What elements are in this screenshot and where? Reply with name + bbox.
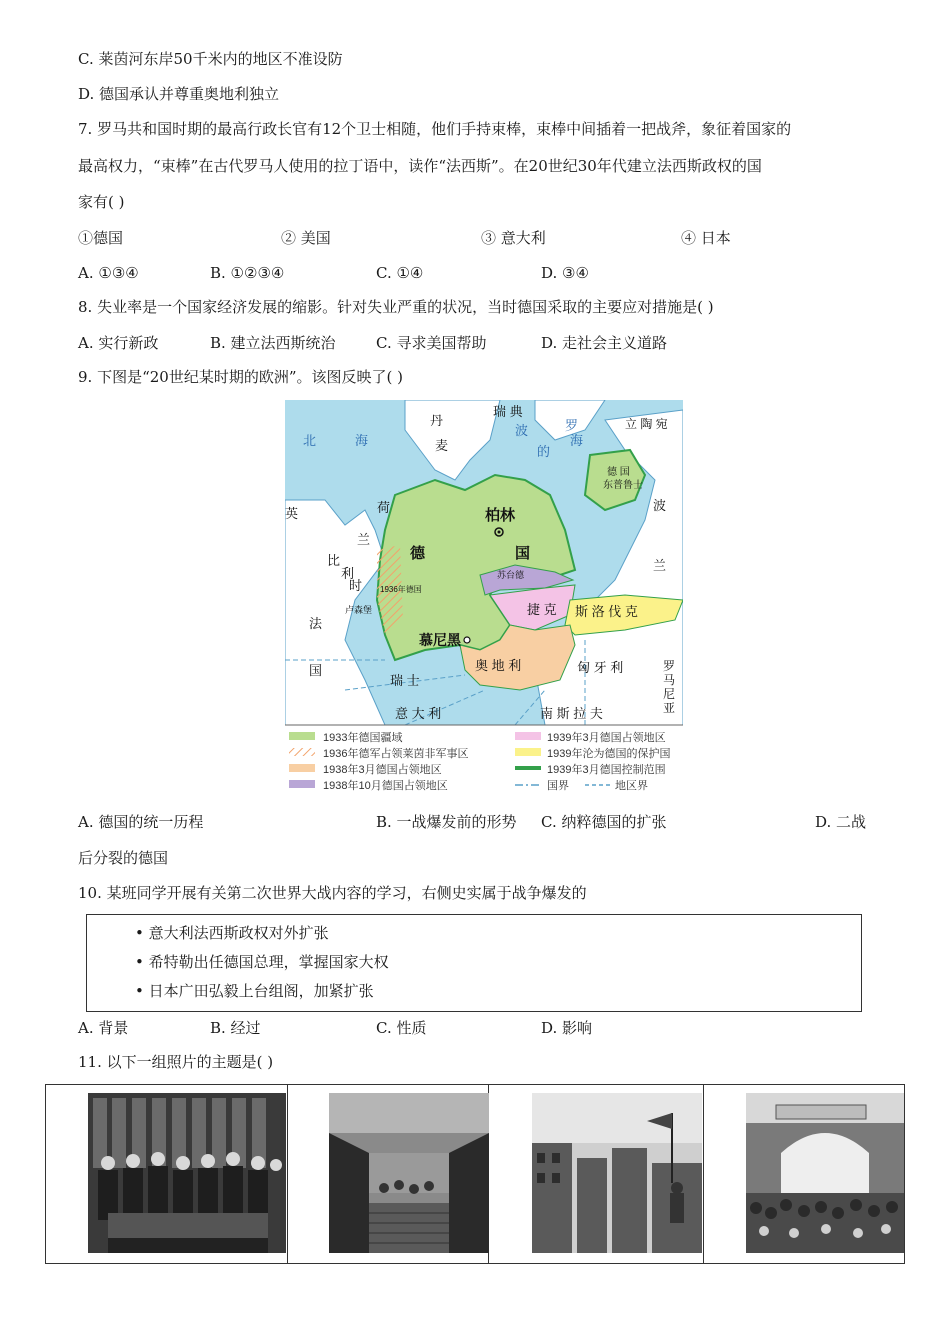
map-label-romania-4: 亚 [663, 701, 676, 715]
map-label-belgium-3: 时 [349, 578, 363, 593]
map-label-austria: 奥 地 利 [475, 658, 522, 673]
map-label-luxembourg: 卢森堡 [345, 605, 373, 615]
legend-label-1: 1933年德国疆域 [323, 732, 403, 744]
q7-option-a[interactable]: A. ①③④ [78, 264, 139, 282]
map-label-north-sea-1: 北 [303, 433, 317, 448]
q10-fact-2: • 希特勒出任德国总理，掌握国家大权 [135, 953, 389, 971]
map-label-yugoslavia: 南 斯 拉 夫 [540, 706, 603, 721]
q9-option-d-continued: 后分裂的德国 [78, 849, 169, 867]
map-label-germany-2: 国 [515, 545, 531, 562]
map-label-baltic-1: 波 [515, 423, 529, 438]
legend-label-5: 1938年3月德国占领地区 [323, 764, 442, 776]
europe-map [285, 400, 683, 798]
legend-label-7: 1938年10月德国占领地区 [323, 780, 448, 792]
legend-swatch-2 [515, 732, 541, 740]
q8-option-c[interactable]: C. 寻求美国帮助 [376, 334, 487, 352]
map-label-munich: 慕尼黑 [419, 632, 461, 648]
map-label-slovakia: 斯 洛 伐 克 [575, 604, 638, 619]
map-label-denmark-2: 麦 [435, 438, 449, 453]
legend-label-3: 1936年德军占领莱茵非军事区 [323, 748, 469, 760]
legend-swatch-6 [515, 766, 541, 770]
map-label-uk: 英 [285, 506, 299, 521]
q7-item-1: ①德国 [78, 229, 124, 247]
legend-swatch-3 [289, 748, 315, 756]
q8-option-a[interactable]: A. 实行新政 [78, 334, 159, 352]
map-label-netherlands-2: 兰 [357, 532, 371, 547]
q7-stem-line1: 7. 罗马共和国时期的最高行政长官有12个卫士相随，他们手持束棒，束棒中间插着一把战斧，象征着国家的 [78, 120, 792, 138]
q11-stem: 11. 以下一组照片的主题是( ) [78, 1053, 274, 1071]
q7-item-2: ② 美国 [281, 229, 331, 247]
photo-cell-divider-3 [703, 1085, 704, 1263]
q10-fact-1: • 意大利法西斯政权对外扩张 [135, 924, 329, 942]
photo-cell-divider-1 [287, 1085, 288, 1263]
q6-option-d: D. 德国承认并尊重奥地利独立 [78, 85, 280, 103]
q7-item-3: ③ 意大利 [481, 229, 546, 247]
legend-swatch-4 [515, 748, 541, 756]
map-label-belgium-2: 利 [341, 566, 355, 581]
q10-fact-3: • 日本广田弘毅上台组阁，加紧扩张 [135, 982, 374, 1000]
q9-option-c[interactable]: C. 纳粹德国的扩张 [541, 813, 667, 831]
map-label-romania-3: 尼 [663, 687, 676, 701]
map-munich-marker [464, 637, 470, 643]
q8-stem: 8. 失业率是一个国家经济发展的缩影。针对失业严重的状况，当时德国采取的主要应对措施是( ) [78, 298, 714, 316]
q10-option-d[interactable]: D. 影响 [541, 1019, 593, 1037]
photo-signing-ceremony [88, 1093, 286, 1253]
map-label-berlin: 柏林 [485, 507, 516, 524]
legend-label-6: 1939年3月德国控制范围 [547, 764, 666, 776]
legend-swatch-7 [289, 780, 315, 788]
q10-stem: 10. 某班同学开展有关第二次世界大战内容的学习，右侧史实属于战争爆发的 [78, 884, 587, 902]
map-label-denmark: 丹 [430, 413, 444, 428]
legend-label-8: 国界 [547, 780, 569, 792]
map-label-east-prussia-1: 德 国 [607, 467, 630, 478]
map-label-poland-2: 兰 [653, 558, 667, 573]
map-label-east-prussia-2: 东普鲁士 [603, 480, 643, 491]
map-label-north-sea-2: 海 [355, 433, 369, 448]
q9-stem: 9. 下图是“20世纪某时期的欧洲”。该图反映了( ) [78, 368, 403, 386]
map-label-poland-1: 波 [653, 498, 667, 513]
q7-item-4: ④ 日本 [681, 229, 731, 247]
map-label-romania-2: 马 [663, 673, 676, 687]
q8-option-b[interactable]: B. 建立法西斯统治 [210, 334, 336, 352]
map-label-sudeten: 苏台德 [497, 570, 525, 580]
legend-label-2: 1939年3月德国占领地区 [547, 732, 666, 744]
photo-ruined-city-flag [532, 1093, 702, 1253]
legend-swatch-1 [289, 732, 315, 740]
map-label-rhineland: 1936年德国 [380, 585, 422, 594]
q7-option-c[interactable]: C. ①④ [376, 264, 424, 282]
legend-label-4: 1939年沦为德国的保护国 [547, 748, 671, 760]
q7-stem-line2: 最高权力，“束棒”在古代罗马人使用的拉丁语中，读作“法西斯”。在20世纪30年代建立法西斯政权的国 [78, 157, 762, 175]
map-label-switzerland: 瑞 士 [390, 673, 420, 688]
photo-landing-craft [329, 1093, 489, 1253]
q10-option-c[interactable]: C. 性质 [376, 1019, 427, 1037]
map-label-baltic-2: 罗 [565, 418, 579, 433]
map-label-italy: 意 大 利 [395, 706, 442, 721]
q10-facts-box [86, 914, 862, 1012]
map-label-baltic-3: 的 [537, 444, 551, 459]
q7-option-b[interactable]: B. ①②③④ [210, 264, 285, 282]
map-label-belgium-1: 比 [327, 553, 341, 568]
map-label-germany-1: 德 [410, 545, 426, 562]
q9-option-d[interactable]: D. 二战 [815, 813, 867, 831]
q7-stem-line3: 家有( ) [78, 193, 125, 211]
map-label-france-1: 法 [309, 616, 323, 631]
q9-option-b[interactable]: B. 一战爆发前的形势 [376, 813, 517, 831]
q11-photo-table [45, 1084, 905, 1264]
q6-option-c: C. 莱茵河东岸50千米内的地区不准设防 [78, 50, 343, 68]
q10-option-a[interactable]: A. 背景 [78, 1019, 129, 1037]
europe-map-svg [285, 400, 683, 798]
map-label-romania-1: 罗 [663, 659, 676, 673]
q8-option-d[interactable]: D. 走社会主义道路 [541, 334, 668, 352]
map-berlin-dot [498, 531, 501, 534]
photo-city-gate-crowd [746, 1093, 904, 1253]
q9-option-a[interactable]: A. 德国的统一历程 [78, 813, 204, 831]
map-label-czech: 捷 克 [527, 602, 557, 617]
legend-swatch-5 [289, 764, 315, 772]
map-label-france-2: 国 [309, 663, 323, 678]
legend-label-9: 地区界 [615, 780, 648, 792]
q7-option-d[interactable]: D. ③④ [541, 264, 589, 282]
q10-option-b[interactable]: B. 经过 [210, 1019, 261, 1037]
map-label-hungary: 匈 牙 利 [577, 660, 624, 675]
map-label-lithuania: 立 陶 宛 [625, 417, 668, 431]
map-label-baltic-4: 海 [570, 433, 584, 448]
map-label-netherlands-1: 荷 [377, 500, 391, 515]
map-label-sweden: 瑞 典 [493, 404, 523, 419]
